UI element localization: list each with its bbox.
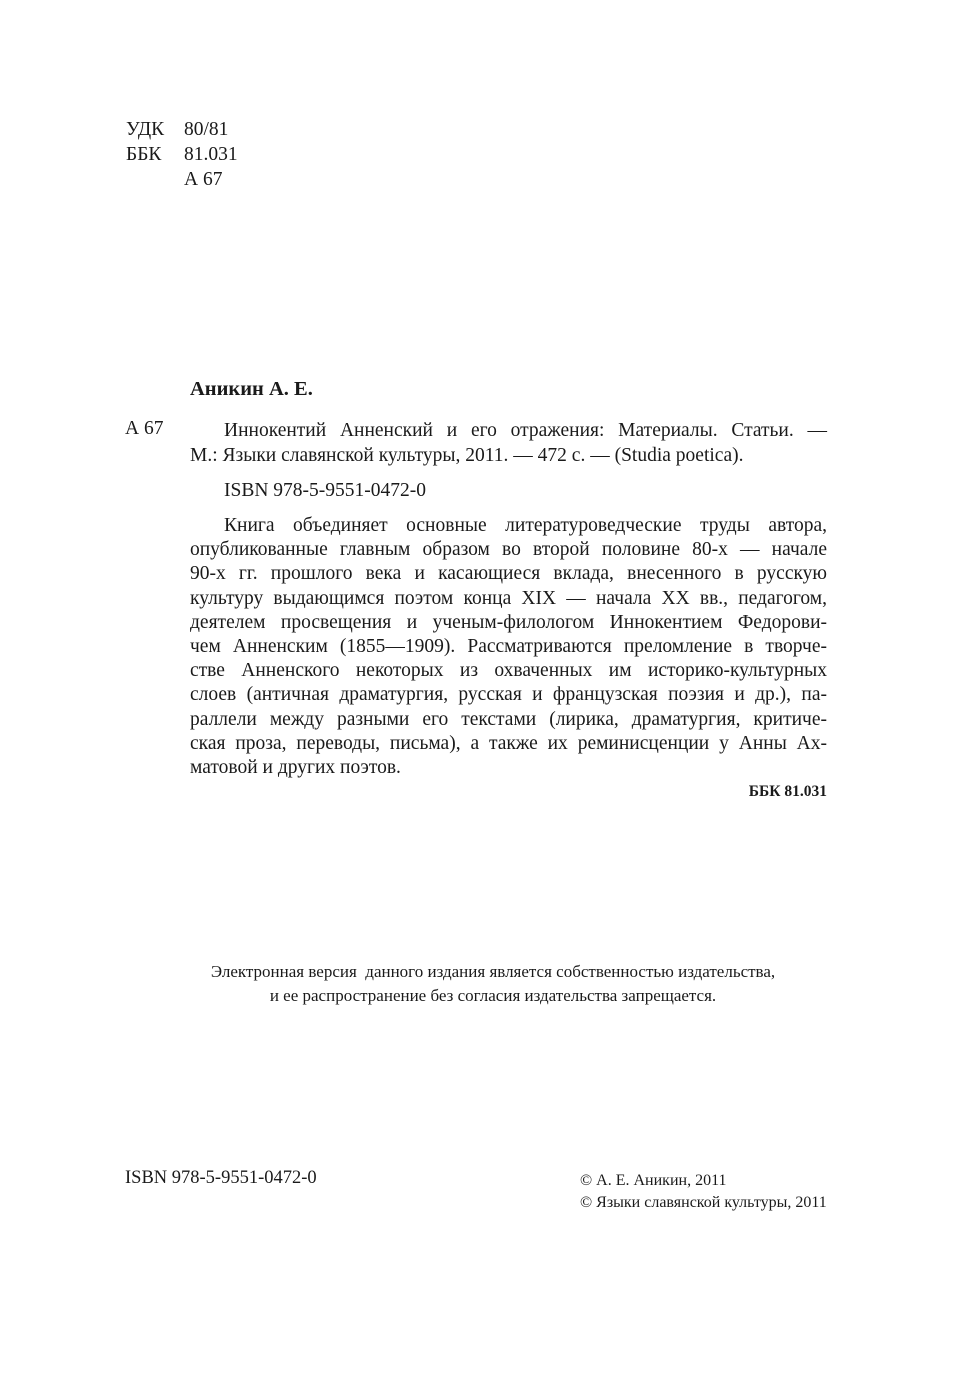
bbk-value: 81.031: [184, 144, 238, 165]
notice-line-1: Электронная версия данного издания является собственностью издательства,: [210, 962, 776, 981]
abstract-line: стве Анненского некоторых из охваченных им историко-культурных: [190, 660, 827, 682]
abstract-line: раллели между разными его текстами (лирика, драматургия, критиче-: [190, 708, 827, 730]
abstract-line: слоев (античная драматургия, русская и французская поэзия и др.), па-: [190, 684, 827, 706]
abstract-line: деятелем просвещения и ученым-филологом Иннокентием Федорови-: [190, 611, 827, 633]
abstract-line: 90-х гг. прошлого века и касающиеся вклада, внесенного в русскую: [190, 563, 827, 585]
author-heading: Аникин А. Е.: [190, 378, 313, 400]
classification-codes: [126, 117, 238, 192]
abstract-bbk-code: ББК 81.031: [748, 783, 827, 800]
abstract-line: культуру выдающимся поэтом конца XIX — начала XX вв., педагогом,: [190, 587, 827, 609]
abstract: [190, 514, 827, 780]
footer-isbn: ISBN 978-5-9551-0472-0: [125, 1168, 317, 1188]
copyright-publisher: © Языки славянской культуры, 2011: [580, 1194, 827, 1211]
bbk-row: [126, 142, 238, 167]
bibliographic-description: [190, 418, 827, 468]
abstract-line: Книга объединяет основные литературоведческие труды автора,: [224, 515, 827, 536]
copyright-notice: [0, 960, 969, 1008]
abstract-line: чем Анненским (1855—1909). Рассматриваются преломление в творче-: [190, 636, 827, 658]
author-mark-row: [126, 167, 238, 192]
bbk-label: ББК: [126, 144, 162, 165]
copyright-author: © А. Е. Аникин, 2011: [580, 1172, 727, 1189]
udk-row: [126, 117, 238, 142]
bib-line-2: М.: Языки славянской культуры, 2011. — 472 с. — (Studia poetica).: [190, 445, 744, 466]
bib-line-1: Иннокентий Анненский и его отражения: Материалы. Статьи. —: [224, 420, 827, 441]
abstract-line: опубликованные главным образом во второй половине 80-х — начале: [190, 539, 827, 561]
author-mark-code: А 67: [184, 169, 223, 190]
abstract-line: ская проза, переводы, письма), а также их реминисценции у Анны Ах-: [190, 732, 827, 754]
abstract-line: матовой и других поэтов.: [190, 757, 401, 779]
notice-line-2: и ее распространение без согласия издательства запрещается.: [269, 986, 717, 1005]
udk-value: 80/81: [184, 119, 229, 140]
udk-label: УДК: [126, 119, 165, 140]
author-mark: А 67: [125, 418, 164, 439]
isbn-line: ISBN 978-5-9551-0472-0: [224, 480, 427, 501]
copyright-block: [580, 1170, 827, 1214]
